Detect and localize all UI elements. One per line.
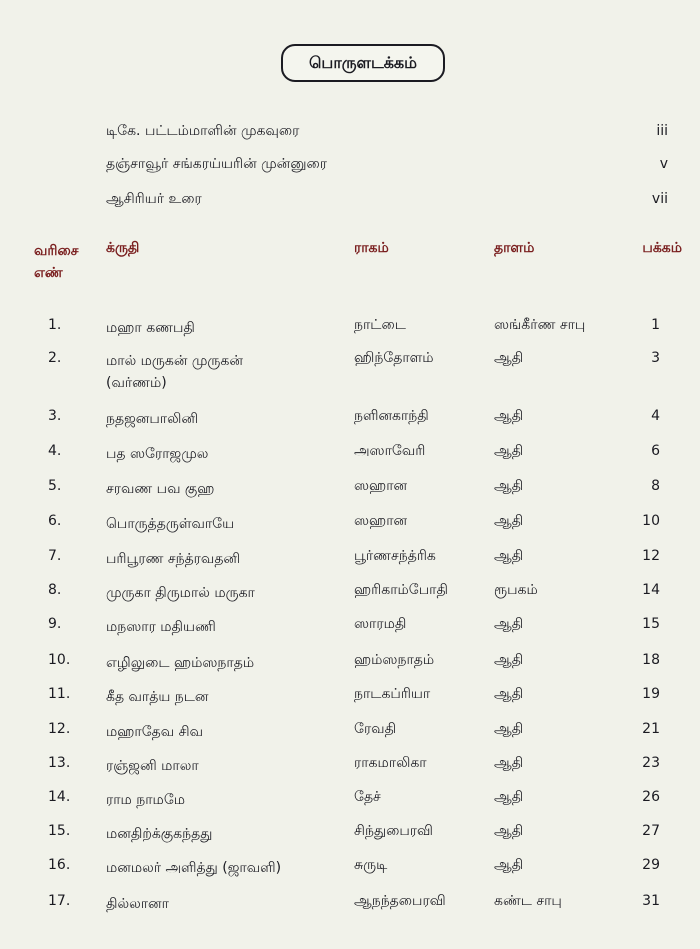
- row-kriti: மநஸார மதியணி: [106, 619, 216, 635]
- table-row: [0, 317, 700, 347]
- row-tala: ஆதி: [494, 443, 524, 459]
- row-tala: ஆதி: [494, 652, 524, 668]
- row-number: 15.: [48, 823, 71, 839]
- row-raga: ஆநந்தபைரவி: [354, 893, 446, 909]
- row-kriti: தில்லானா: [106, 896, 169, 912]
- row-raga: ஸஹான: [354, 513, 408, 529]
- row-raga: ஹிந்தோளம்: [354, 350, 434, 366]
- front-matter-label: ஆசிரியர் உரை: [106, 191, 202, 207]
- front-matter-page: vii: [651, 191, 668, 207]
- row-number: 2.: [48, 350, 62, 366]
- row-number: 11.: [48, 686, 71, 702]
- table-row: [0, 350, 700, 392]
- row-page: 1: [651, 317, 660, 333]
- row-raga: பூர்ணசந்த்ரிக: [354, 548, 436, 564]
- row-tala: ஆதி: [494, 789, 524, 805]
- table-row: [0, 755, 700, 785]
- row-kriti: பொருத்தருள்வாயே: [106, 516, 235, 532]
- front-matter-item: [106, 191, 686, 213]
- table-row: [0, 408, 700, 438]
- row-kriti: நதஜனபாலினி: [106, 411, 199, 427]
- row-kriti: மஹா கணபதி: [106, 320, 195, 336]
- row-number: 3.: [48, 408, 62, 424]
- table-row: [0, 721, 700, 751]
- row-tala: ஆதி: [494, 823, 524, 839]
- table-row: [0, 789, 700, 819]
- row-number: 5.: [48, 478, 62, 494]
- row-kriti: ரஞ்ஜனி மாலா: [106, 758, 199, 774]
- row-raga: தேச்: [354, 789, 381, 805]
- table-row: [0, 857, 700, 887]
- row-kriti: மனதிற்க்குகந்தது: [106, 826, 213, 842]
- row-raga: ஹரிகாம்போதி: [354, 582, 448, 598]
- row-page: 27: [642, 823, 660, 839]
- front-matter-item: [106, 156, 686, 178]
- front-matter-item: [106, 123, 686, 145]
- row-page: 18: [642, 652, 660, 668]
- header-serial: வரிசை எண்: [34, 243, 79, 281]
- row-page: 14: [642, 582, 660, 598]
- table-row: [0, 443, 700, 473]
- row-tala: ஸங்கீர்ண சாபு: [494, 317, 586, 333]
- row-page: 6: [651, 443, 660, 459]
- header-kriti: க்ருதி: [106, 240, 140, 256]
- row-tala: ஆதி: [494, 350, 524, 366]
- row-raga: நாடகப்ரியா: [354, 686, 431, 702]
- row-page: 3: [651, 350, 660, 366]
- row-tala: ஆதி: [494, 686, 524, 702]
- row-tala: ரூபகம்: [494, 582, 538, 598]
- front-matter-page: iii: [656, 123, 668, 139]
- row-raga: ராகமாலிகா: [354, 755, 427, 771]
- row-number: 12.: [48, 721, 71, 737]
- row-number: 9.: [48, 616, 62, 632]
- row-number: 14.: [48, 789, 71, 805]
- row-tala: ஆதி: [494, 616, 524, 632]
- row-kriti: மஹாதேவ சிவ: [106, 724, 204, 740]
- row-number: 8.: [48, 582, 62, 598]
- header-tala: தாளம்: [494, 240, 535, 256]
- table-row: [0, 686, 700, 716]
- row-kriti: எழிலுடை ஹம்ஸநாதம்: [106, 655, 255, 671]
- row-tala: ஆதி: [494, 513, 524, 529]
- row-page: 19: [642, 686, 660, 702]
- row-raga: ஸாரமதி: [354, 616, 407, 632]
- row-page: 23: [642, 755, 660, 771]
- row-number: 6.: [48, 513, 62, 529]
- row-number: 7.: [48, 548, 62, 564]
- row-raga: சிந்துபைரவி: [354, 823, 433, 839]
- row-page: 21: [642, 721, 660, 737]
- row-tala: ஆதி: [494, 857, 524, 873]
- table-row: [0, 823, 700, 853]
- row-tala: கண்ட சாபு: [494, 893, 562, 909]
- table-row: [0, 582, 700, 612]
- row-raga: ஹம்ஸநாதம்: [354, 652, 435, 668]
- row-page: 4: [651, 408, 660, 424]
- page-title: பொருளடக்கம்: [281, 44, 445, 82]
- row-number: 4.: [48, 443, 62, 459]
- row-kriti: மனமலர் அளித்து (ஜாவளி): [106, 860, 282, 876]
- row-raga: நாட்டை: [354, 317, 406, 333]
- front-matter-label: தஞ்சாவூர் சங்கரய்யரின் முன்னுரை: [106, 156, 327, 172]
- row-page: 29: [642, 857, 660, 873]
- row-page: 26: [642, 789, 660, 805]
- row-raga: சுருடி: [354, 857, 388, 873]
- row-page: 15: [642, 616, 660, 632]
- table-row: [0, 893, 700, 923]
- row-kriti: பரிபூரண சந்த்ரவதனி: [106, 551, 241, 567]
- row-tala: ஆதி: [494, 755, 524, 771]
- row-kriti: முருகா திருமால் மருகா: [106, 585, 255, 601]
- row-kriti: கீத வாத்ய நடன: [106, 689, 209, 705]
- table-row: [0, 513, 700, 543]
- row-kriti: மால் மருகன் முருகன் (வர்ணம்): [106, 353, 243, 391]
- row-kriti: சரவண பவ குஹ: [106, 481, 215, 497]
- row-tala: ஆதி: [494, 721, 524, 737]
- table-row: [0, 548, 700, 578]
- row-tala: ஆதி: [494, 478, 524, 494]
- row-page: 12: [642, 548, 660, 564]
- row-number: 17.: [48, 893, 71, 909]
- row-number: 1.: [48, 317, 62, 333]
- row-page: 31: [642, 893, 660, 909]
- row-raga: ஸஹான: [354, 478, 408, 494]
- row-raga: ரேவதி: [354, 721, 397, 737]
- table-row: [0, 616, 700, 646]
- header-raga: ராகம்: [354, 240, 389, 256]
- row-number: 13.: [48, 755, 71, 771]
- front-matter-page: v: [659, 156, 668, 172]
- table-row: [0, 652, 700, 682]
- row-kriti: பத ஸரோஜமுல: [106, 446, 209, 462]
- row-page: 8: [651, 478, 660, 494]
- row-page: 10: [642, 513, 660, 529]
- row-raga: அஸாவேரி: [354, 443, 426, 459]
- row-tala: ஆதி: [494, 548, 524, 564]
- row-raga: நளினகாந்தி: [354, 408, 429, 424]
- row-number: 10.: [48, 652, 71, 668]
- table-row: [0, 478, 700, 508]
- row-number: 16.: [48, 857, 71, 873]
- header-page: பக்கம்: [642, 240, 682, 256]
- front-matter-label: டிகே. பட்டம்மாளின் முகவுரை: [106, 123, 300, 139]
- row-tala: ஆதி: [494, 408, 524, 424]
- row-kriti: ராம நாமமே: [106, 792, 186, 808]
